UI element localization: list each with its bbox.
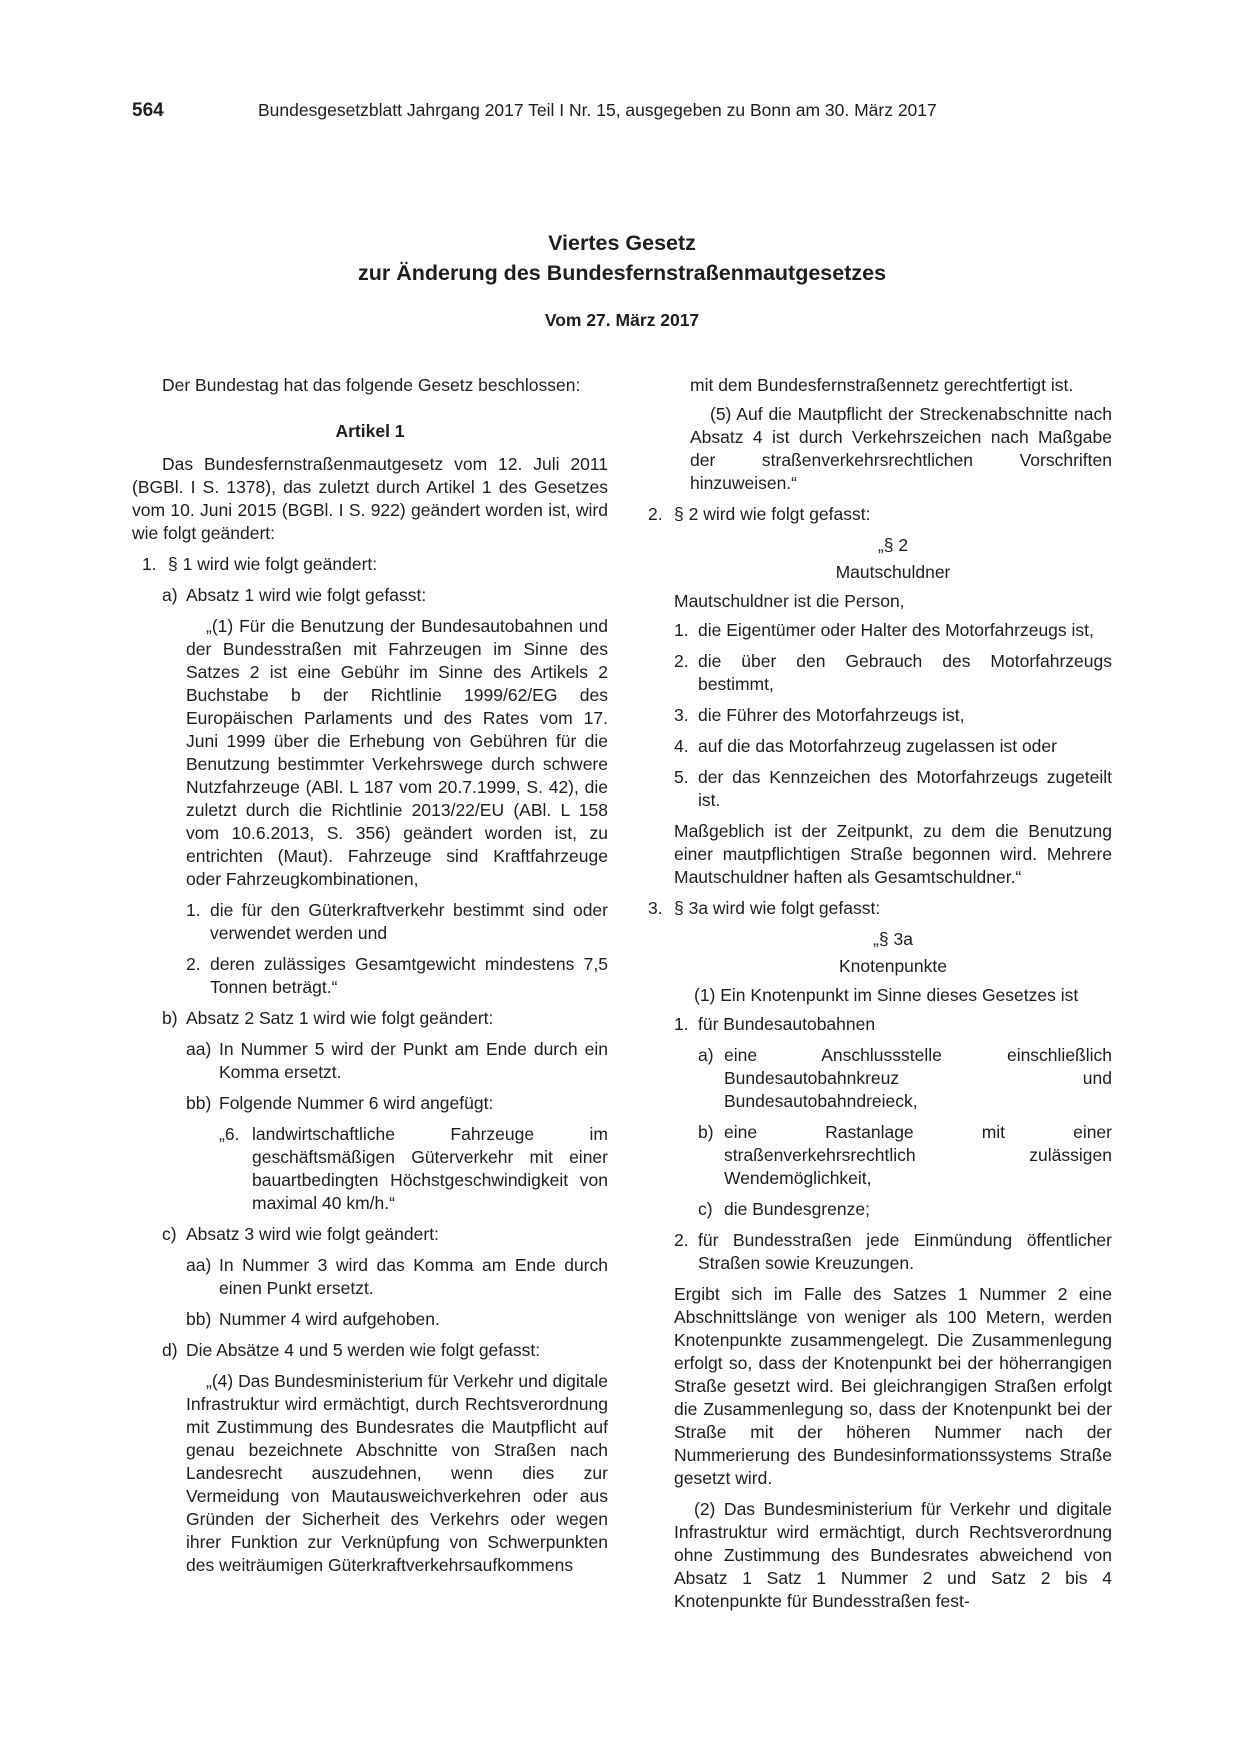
list-text: Folgende Nummer 6 wird angefügt:	[219, 1093, 494, 1113]
autobahn-node-list	[648, 1044, 1112, 1221]
list-label: 2.	[674, 651, 689, 671]
list-text: In Nummer 3 wird das Komma am Ende durch einen Punkt ersetzt.	[219, 1255, 608, 1298]
section-closing: Maßgeblich ist der Zeitpunkt, zu dem die Benutzung einer mautpflichtigen Straße begonnen wird. Mehrere Mautschuldner haften als Gesamtschuldner.“	[674, 821, 1112, 887]
list-item	[648, 766, 1112, 812]
list-text: die Bundesgrenze;	[724, 1199, 870, 1219]
list-text: § 1 wird wie folgt geändert:	[168, 554, 378, 574]
list-item	[648, 619, 1112, 642]
list-label: c)	[162, 1224, 177, 1244]
list-label: „6.	[219, 1124, 240, 1144]
list-text: eine Anschlussstelle einschließlich Bundesautobahnkreuz und Bundesautobahndreieck,	[724, 1045, 1112, 1111]
section-title: Knotenpunkte	[838, 956, 947, 976]
quoted-paragraph-1: „(1) Für die Benutzung der Bundesautobahnen und der Bundesstraßen mit Fahrzeugen im Sinne des Satzes 2 ist eine Gebühr im Sinne des Artikels 2 Buchstabe b der Richtlinie 1999/62/EG des Europäischen Parlaments und des Rates vom 17. Juni 1999 über die Erhebung von Gebühren für die Benutzung bestimmter Verkehrswege durch schwere Nutzfahrzeuge (ABl. L 187 vom 20.7.1999, S. 42), die zuletzt durch die Richtlinie 2013/22/EU (ABl. L 158 vom 10.6.2013, S. 356) geändert worden ist, zu entrichten (Maut). Fahrzeuge sind Kraftfahrzeuge oder Fahrzeugkombinationen,	[186, 616, 608, 889]
quoted-item-1	[132, 899, 608, 945]
section-intro: Mautschuldner ist die Person,	[674, 591, 905, 611]
list-label: 1.	[186, 900, 201, 920]
list-label: 2.	[186, 954, 201, 974]
page-number: 564	[132, 100, 164, 121]
article-heading: Artikel 1	[335, 421, 405, 441]
list-label: 3.	[674, 705, 689, 725]
node-item-1	[648, 1013, 1112, 1036]
list-label: 2.	[648, 504, 663, 524]
list-item-1b-aa	[132, 1038, 608, 1084]
quoted-item-6	[132, 1123, 608, 1215]
list-label: 3.	[648, 898, 663, 918]
quoted-paragraph-5: (5) Auf die Mautpflicht der Streckenabschnitte nach Absatz 4 ist durch Verkehrszeichen nach Maßgabe der straßenverkehrsrechtlichen Vorschriften hinzuweisen.“	[690, 404, 1112, 493]
list-item-1d	[132, 1339, 608, 1362]
list-label: 4.	[674, 736, 689, 756]
title-block	[132, 228, 1112, 331]
paragraph-continuation: mit dem Bundesfernstraßennetz gerechtfertigt ist.	[690, 375, 1074, 395]
list-item	[648, 650, 1112, 696]
list-item-2	[648, 503, 1112, 526]
list-label: b)	[162, 1008, 178, 1028]
quoted-item-2	[132, 953, 608, 999]
section-number: „§ 2	[877, 535, 909, 555]
list-text: landwirtschaftliche Fahrzeuge im geschäftsmäßigen Güterverkehr mit einer bauartbedingten Höchstgeschwindigkeit von maximal 40 km/h.“	[252, 1124, 608, 1213]
page-header	[132, 100, 1112, 126]
law-title-line-1: Viertes Gesetz	[548, 231, 696, 255]
list-item-1c-bb	[132, 1308, 608, 1331]
section-paragraph-2: (2) Das Bundesministerium für Verkehr und digitale Infrastruktur wird ermächtigt, durch Rechtsverordnung ohne Zustimmung des Bundesrates abweichend von Absatz 1 Satz 1 Nummer 2 und Satz 2 bis 4 Knotenpunkte für Bundesstraßen fest-	[674, 1499, 1112, 1611]
list-text: für Bundesautobahnen	[698, 1014, 876, 1034]
law-title-line-2: zur Änderung des Bundesfernstraßenmautgesetzes	[357, 261, 887, 285]
list-item	[648, 1198, 1112, 1221]
list-text: Absatz 1 wird wie folgt gefasst:	[186, 585, 427, 605]
section-paragraph-1b: Ergibt sich im Falle des Satzes 1 Nummer 2 eine Abschnittslänge von weniger als 100 Metern, werden Knotenpunkte zusammengelegt. Die Zusammenlegung erfolgt so, dass der Knotenpunkt bei der höherrangigen Straße gesetzt wird. Bei gleichrangigen Straßen erfolgt die Zusammenlegung so, dass der Knotenpunkt bei der Straße mit der höheren Nummer nach der Nummerierung des Bundesinformationssystems Straße gesetzt wird.	[674, 1284, 1112, 1488]
right-column	[648, 374, 1112, 1613]
list-label: 1.	[142, 554, 157, 574]
list-text: Die Absätze 4 und 5 werden wie folgt gefasst:	[186, 1340, 541, 1360]
list-label: aa)	[186, 1039, 212, 1059]
list-text: der das Kennzeichen des Motorfahrzeugs zugeteilt ist.	[698, 767, 1112, 810]
list-text: deren zulässiges Gesamtgewicht mindestens 7,5 Tonnen beträgt.“	[210, 954, 608, 997]
list-label: 2.	[674, 1230, 689, 1250]
quoted-paragraph-4: „(4) Das Bundesministerium für Verkehr und digitale Infrastruktur wird ermächtigt, durch Rechtsverordnung mit Zustimmung des Bundesrates die Mautpflicht auf genau bezeichnete Abschnitte von Straßen nach Landesrecht auszudehnen, wenn dies zur Vermeidung von Mautausweichverkehren oder aus Gründen der Sicherheit des Verkehrs oder wegen ihrer Funktion zur Verknüpfung von Schwerpunkten des weiträumigen Güterkraftverkehrsaufkommens	[186, 1371, 608, 1575]
section-number: „§ 3a	[873, 929, 913, 949]
list-item	[648, 1121, 1112, 1190]
list-label: b)	[698, 1122, 714, 1142]
list-item-1	[132, 553, 608, 576]
list-item-3	[648, 897, 1112, 920]
list-label: d)	[162, 1340, 178, 1360]
list-text: § 3a wird wie folgt gefasst:	[674, 898, 881, 918]
list-text: In Nummer 5 wird der Punkt am Ende durch ein Komma ersetzt.	[219, 1039, 608, 1082]
list-text: Absatz 2 Satz 1 wird wie folgt geändert:	[186, 1008, 494, 1028]
list-label: a)	[162, 585, 178, 605]
debtor-list	[648, 619, 1112, 812]
list-label: bb)	[186, 1309, 212, 1329]
list-text: Absatz 3 wird wie folgt geändert:	[186, 1224, 439, 1244]
section-paragraph-1: (1) Ein Knotenpunkt im Sinne dieses Gesetzes ist	[694, 985, 1079, 1005]
list-item	[648, 1044, 1112, 1113]
list-label: a)	[698, 1045, 714, 1065]
list-label: 1.	[674, 1014, 689, 1034]
list-text: § 2 wird wie folgt gefasst:	[674, 504, 871, 524]
list-item	[648, 735, 1112, 758]
list-item-1c	[132, 1223, 608, 1246]
list-text: auf die das Motorfahrzeug zugelassen ist oder	[698, 736, 1057, 756]
list-label: bb)	[186, 1093, 212, 1113]
list-text: die für den Güterkraftverkehr bestimmt sind oder verwendet werden und	[210, 900, 608, 943]
list-item-1a	[132, 584, 608, 607]
running-head: Bundesgesetzblatt Jahrgang 2017 Teil I Nr. 15, ausgegeben zu Bonn am 30. März 2017	[258, 100, 937, 120]
list-text: die über den Gebrauch des Motorfahrzeugs bestimmt,	[698, 651, 1112, 694]
article-intro: Das Bundesfernstraßenmautgesetz vom 12. Juli 2011 (BGBl. I S. 1378), das zuletzt durch Artikel 1 des Gesetzes vom 10. Juni 2015 (BGBl. I S. 922) geändert worden ist, wird wie folgt geändert:	[132, 454, 608, 543]
law-date: Vom 27. März 2017	[544, 310, 700, 330]
list-item-1b-bb	[132, 1092, 608, 1115]
list-label: 5.	[674, 767, 689, 787]
list-label: aa)	[186, 1255, 212, 1275]
left-column	[132, 374, 608, 1577]
list-label: c)	[698, 1199, 713, 1219]
list-item	[648, 704, 1112, 727]
list-label: 1.	[674, 620, 689, 640]
list-text: die Führer des Motorfahrzeugs ist,	[698, 705, 965, 725]
list-item-1c-aa	[132, 1254, 608, 1300]
list-text: für Bundesstraßen jede Einmündung öffentlicher Straßen sowie Kreuzungen.	[698, 1230, 1112, 1273]
list-text: eine Rastanlage mit einer straßenverkehrsrechtlich zulässigen Wendemöglichkeit,	[724, 1122, 1112, 1188]
enacting-clause: Der Bundestag hat das folgende Gesetz beschlossen:	[162, 375, 581, 395]
node-item-2	[648, 1229, 1112, 1275]
list-item-1b	[132, 1007, 608, 1030]
list-text: Nummer 4 wird aufgehoben.	[219, 1309, 440, 1329]
list-text: die Eigentümer oder Halter des Motorfahrzeugs ist,	[698, 620, 1094, 640]
section-title: Mautschuldner	[835, 562, 951, 582]
